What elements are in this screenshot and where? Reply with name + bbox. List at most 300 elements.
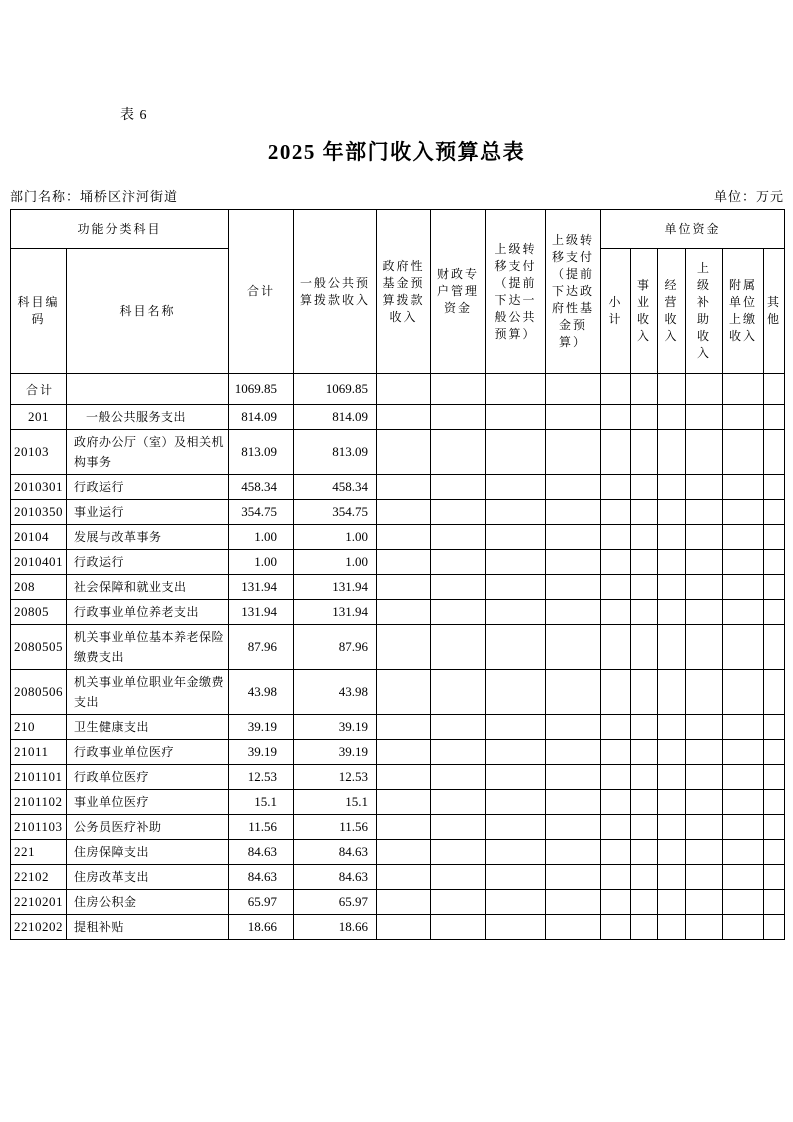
table-row	[11, 550, 785, 575]
transfer-general-value-cell	[486, 600, 546, 625]
subject-code-cell: 2210201	[11, 890, 67, 915]
gov-fund-value-cell	[377, 405, 431, 430]
affiliated-remit-value-cell	[723, 670, 764, 715]
affiliated-remit-value-cell	[723, 600, 764, 625]
table-body	[11, 374, 785, 940]
fiscal-account-value-cell	[431, 475, 486, 500]
superior-subsidy-value-cell	[686, 865, 723, 890]
total-value-cell: 84.63	[229, 865, 294, 890]
general-budget-value-cell: 1.00	[294, 550, 377, 575]
table-row	[11, 840, 785, 865]
other-value-cell	[764, 865, 785, 890]
transfer-fund-value-cell	[546, 374, 601, 405]
table-row	[11, 815, 785, 840]
transfer-general-value-cell	[486, 865, 546, 890]
gov-fund-value-cell	[377, 890, 431, 915]
fiscal-account-value-cell	[431, 430, 486, 475]
other-value-cell	[764, 670, 785, 715]
other-value-cell	[764, 840, 785, 865]
transfer-fund-value-cell	[546, 740, 601, 765]
subtotal-value-cell	[601, 405, 631, 430]
subject-code-cell: 208	[11, 575, 67, 600]
table-row	[11, 915, 785, 940]
general-budget-value-cell: 18.66	[294, 915, 377, 940]
table-header	[11, 210, 785, 374]
general-budget-value-cell: 131.94	[294, 600, 377, 625]
transfer-fund-value-cell	[546, 550, 601, 575]
transfer-general-value-cell	[486, 915, 546, 940]
transfer-fund-value-cell	[546, 475, 601, 500]
subtotal-value-cell	[601, 625, 631, 670]
header-transfer-general: 上级转移支付（提前下达一般公共预算）	[486, 210, 546, 374]
subject-name-cell: 一般公共服务支出	[67, 405, 229, 430]
gov-fund-value-cell	[377, 915, 431, 940]
superior-subsidy-value-cell	[686, 475, 723, 500]
operating-income-value-cell	[658, 430, 686, 475]
affiliated-remit-value-cell	[723, 430, 764, 475]
other-value-cell	[764, 765, 785, 790]
subject-name-cell: 政府办公厅（室）及相关机构事务	[67, 430, 229, 475]
gov-fund-value-cell	[377, 525, 431, 550]
business-income-value-cell	[631, 575, 658, 600]
business-income-value-cell	[631, 525, 658, 550]
other-value-cell	[764, 890, 785, 915]
table-row	[11, 500, 785, 525]
subject-name-cell: 机关事业单位职业年金缴费支出	[67, 670, 229, 715]
gov-fund-value-cell	[377, 715, 431, 740]
subtotal-value-cell	[601, 475, 631, 500]
header-subtotal: 小计	[601, 249, 631, 374]
table-row	[11, 765, 785, 790]
affiliated-remit-value-cell	[723, 475, 764, 500]
transfer-general-value-cell	[486, 840, 546, 865]
transfer-general-value-cell	[486, 715, 546, 740]
header-fiscal-account: 财政专户管理资金	[431, 210, 486, 374]
subject-name-cell	[67, 374, 229, 405]
subject-name-cell: 行政事业单位养老支出	[67, 600, 229, 625]
superior-subsidy-value-cell	[686, 575, 723, 600]
subtotal-value-cell	[601, 500, 631, 525]
subject-name-cell: 社会保障和就业支出	[67, 575, 229, 600]
operating-income-value-cell	[658, 374, 686, 405]
affiliated-remit-value-cell	[723, 890, 764, 915]
transfer-fund-value-cell	[546, 625, 601, 670]
operating-income-value-cell	[658, 625, 686, 670]
header-superior-subsidy: 上级补助收入	[686, 249, 723, 374]
total-value-cell: 39.19	[229, 740, 294, 765]
other-value-cell	[764, 575, 785, 600]
affiliated-remit-value-cell	[723, 740, 764, 765]
superior-subsidy-value-cell	[686, 740, 723, 765]
superior-subsidy-value-cell	[686, 840, 723, 865]
gov-fund-value-cell	[377, 815, 431, 840]
general-budget-value-cell: 354.75	[294, 500, 377, 525]
subject-name-cell: 行政运行	[67, 475, 229, 500]
subtotal-value-cell	[601, 865, 631, 890]
table-row	[11, 405, 785, 430]
fiscal-account-value-cell	[431, 915, 486, 940]
total-value-cell: 84.63	[229, 840, 294, 865]
gov-fund-value-cell	[377, 500, 431, 525]
department-name-label: 部门名称：埇桥区汴河街道	[10, 189, 179, 204]
general-budget-value-cell: 12.53	[294, 765, 377, 790]
general-budget-value-cell: 65.97	[294, 890, 377, 915]
transfer-general-value-cell	[486, 525, 546, 550]
fiscal-account-value-cell	[431, 405, 486, 430]
total-value-cell: 458.34	[229, 475, 294, 500]
grand-total-row	[11, 374, 785, 405]
business-income-value-cell	[631, 915, 658, 940]
general-budget-value-cell: 458.34	[294, 475, 377, 500]
general-budget-value-cell: 84.63	[294, 865, 377, 890]
fiscal-account-value-cell	[431, 815, 486, 840]
other-value-cell	[764, 430, 785, 475]
other-value-cell	[764, 600, 785, 625]
business-income-value-cell	[631, 670, 658, 715]
superior-subsidy-value-cell	[686, 600, 723, 625]
subtotal-value-cell	[601, 840, 631, 865]
transfer-general-value-cell	[486, 790, 546, 815]
other-value-cell	[764, 715, 785, 740]
subject-code-cell: 合计	[11, 374, 67, 405]
subject-name-cell: 住房改革支出	[67, 865, 229, 890]
other-value-cell	[764, 550, 785, 575]
meta-row	[10, 186, 784, 205]
total-value-cell: 15.1	[229, 790, 294, 815]
transfer-general-value-cell	[486, 670, 546, 715]
general-budget-value-cell: 39.19	[294, 740, 377, 765]
subject-name-cell: 机关事业单位基本养老保险缴费支出	[67, 625, 229, 670]
operating-income-value-cell	[658, 740, 686, 765]
general-budget-value-cell: 1069.85	[294, 374, 377, 405]
total-value-cell: 131.94	[229, 600, 294, 625]
transfer-general-value-cell	[486, 815, 546, 840]
fiscal-account-value-cell	[431, 715, 486, 740]
business-income-value-cell	[631, 865, 658, 890]
transfer-fund-value-cell	[546, 765, 601, 790]
gov-fund-value-cell	[377, 840, 431, 865]
total-value-cell: 18.66	[229, 915, 294, 940]
total-value-cell: 65.97	[229, 890, 294, 915]
superior-subsidy-value-cell	[686, 715, 723, 740]
other-value-cell	[764, 790, 785, 815]
transfer-general-value-cell	[486, 374, 546, 405]
gov-fund-value-cell	[377, 600, 431, 625]
operating-income-value-cell	[658, 525, 686, 550]
transfer-fund-value-cell	[546, 865, 601, 890]
general-budget-value-cell: 87.96	[294, 625, 377, 670]
superior-subsidy-value-cell	[686, 550, 723, 575]
affiliated-remit-value-cell	[723, 405, 764, 430]
superior-subsidy-value-cell	[686, 525, 723, 550]
superior-subsidy-value-cell	[686, 765, 723, 790]
transfer-general-value-cell	[486, 550, 546, 575]
transfer-fund-value-cell	[546, 915, 601, 940]
operating-income-value-cell	[658, 600, 686, 625]
subject-name-cell: 行政单位医疗	[67, 765, 229, 790]
affiliated-remit-value-cell	[723, 715, 764, 740]
header-subject-code: 科目编码	[11, 249, 67, 374]
business-income-value-cell	[631, 405, 658, 430]
operating-income-value-cell	[658, 915, 686, 940]
subject-code-cell: 221	[11, 840, 67, 865]
header-subject-name: 科目名称	[67, 249, 229, 374]
gov-fund-value-cell	[377, 765, 431, 790]
subject-code-cell: 22102	[11, 865, 67, 890]
superior-subsidy-value-cell	[686, 890, 723, 915]
operating-income-value-cell	[658, 865, 686, 890]
affiliated-remit-value-cell	[723, 500, 764, 525]
subtotal-value-cell	[601, 525, 631, 550]
transfer-general-value-cell	[486, 890, 546, 915]
subtotal-value-cell	[601, 575, 631, 600]
unit-label: 单位：万元	[713, 189, 784, 204]
business-income-value-cell	[631, 600, 658, 625]
total-value-cell: 354.75	[229, 500, 294, 525]
subtotal-value-cell	[601, 600, 631, 625]
fiscal-account-value-cell	[431, 550, 486, 575]
business-income-value-cell	[631, 374, 658, 405]
operating-income-value-cell	[658, 405, 686, 430]
subtotal-value-cell	[601, 740, 631, 765]
gov-fund-value-cell	[377, 550, 431, 575]
transfer-general-value-cell	[486, 765, 546, 790]
gov-fund-value-cell	[377, 374, 431, 405]
fiscal-account-value-cell	[431, 525, 486, 550]
transfer-general-value-cell	[486, 625, 546, 670]
transfer-fund-value-cell	[546, 525, 601, 550]
affiliated-remit-value-cell	[723, 865, 764, 890]
subject-code-cell: 2101103	[11, 815, 67, 840]
operating-income-value-cell	[658, 550, 686, 575]
table-row	[11, 625, 785, 670]
transfer-fund-value-cell	[546, 715, 601, 740]
affiliated-remit-value-cell	[723, 765, 764, 790]
subject-code-cell: 20104	[11, 525, 67, 550]
fiscal-account-value-cell	[431, 625, 486, 670]
gov-fund-value-cell	[377, 865, 431, 890]
fiscal-account-value-cell	[431, 765, 486, 790]
operating-income-value-cell	[658, 815, 686, 840]
total-value-cell: 11.56	[229, 815, 294, 840]
subtotal-value-cell	[601, 890, 631, 915]
general-budget-value-cell: 15.1	[294, 790, 377, 815]
table-row	[11, 575, 785, 600]
subject-code-cell: 21011	[11, 740, 67, 765]
superior-subsidy-value-cell	[686, 625, 723, 670]
header-unit-funds-group: 单位资金	[601, 210, 785, 249]
gov-fund-value-cell	[377, 575, 431, 600]
subject-name-cell: 发展与改革事务	[67, 525, 229, 550]
table-row	[11, 430, 785, 475]
subject-code-cell: 2101102	[11, 790, 67, 815]
operating-income-value-cell	[658, 715, 686, 740]
superior-subsidy-value-cell	[686, 430, 723, 475]
page-title: 2025 年部门收入预算总表	[267, 140, 526, 164]
subject-name-cell: 事业运行	[67, 500, 229, 525]
total-value-cell: 1069.85	[229, 374, 294, 405]
subject-code-cell: 2101101	[11, 765, 67, 790]
transfer-fund-value-cell	[546, 500, 601, 525]
superior-subsidy-value-cell	[686, 670, 723, 715]
business-income-value-cell	[631, 765, 658, 790]
business-income-value-cell	[631, 715, 658, 740]
budget-table	[10, 209, 785, 940]
total-value-cell: 1.00	[229, 550, 294, 575]
total-value-cell: 87.96	[229, 625, 294, 670]
general-budget-value-cell: 131.94	[294, 575, 377, 600]
affiliated-remit-value-cell	[723, 374, 764, 405]
general-budget-value-cell: 39.19	[294, 715, 377, 740]
superior-subsidy-value-cell	[686, 500, 723, 525]
fiscal-account-value-cell	[431, 600, 486, 625]
transfer-fund-value-cell	[546, 670, 601, 715]
business-income-value-cell	[631, 625, 658, 670]
other-value-cell	[764, 475, 785, 500]
fiscal-account-value-cell	[431, 840, 486, 865]
affiliated-remit-value-cell	[723, 575, 764, 600]
business-income-value-cell	[631, 430, 658, 475]
business-income-value-cell	[631, 840, 658, 865]
header-transfer-fund: 上级转移支付（提前下达政府性基金预算）	[546, 210, 601, 374]
subject-code-cell: 2010301	[11, 475, 67, 500]
subtotal-value-cell	[601, 670, 631, 715]
business-income-value-cell	[631, 550, 658, 575]
affiliated-remit-value-cell	[723, 625, 764, 670]
header-function-group: 功能分类科目	[11, 210, 229, 249]
table-row	[11, 740, 785, 765]
transfer-fund-value-cell	[546, 575, 601, 600]
total-value-cell: 131.94	[229, 575, 294, 600]
transfer-fund-value-cell	[546, 600, 601, 625]
transfer-general-value-cell	[486, 475, 546, 500]
business-income-value-cell	[631, 815, 658, 840]
other-value-cell	[764, 815, 785, 840]
table-row	[11, 670, 785, 715]
superior-subsidy-value-cell	[686, 405, 723, 430]
operating-income-value-cell	[658, 765, 686, 790]
superior-subsidy-value-cell	[686, 915, 723, 940]
header-total: 合计	[229, 210, 294, 374]
gov-fund-value-cell	[377, 670, 431, 715]
table-row	[11, 890, 785, 915]
affiliated-remit-value-cell	[723, 915, 764, 940]
subject-code-cell: 20805	[11, 600, 67, 625]
subject-code-cell: 2210202	[11, 915, 67, 940]
subject-code-cell: 2080506	[11, 670, 67, 715]
fiscal-account-value-cell	[431, 790, 486, 815]
subject-name-cell: 行政运行	[67, 550, 229, 575]
subtotal-value-cell	[601, 765, 631, 790]
transfer-general-value-cell	[486, 405, 546, 430]
operating-income-value-cell	[658, 475, 686, 500]
subject-name-cell: 提租补贴	[67, 915, 229, 940]
operating-income-value-cell	[658, 840, 686, 865]
transfer-fund-value-cell	[546, 790, 601, 815]
subject-code-cell: 201	[11, 405, 67, 430]
subject-code-cell: 2010350	[11, 500, 67, 525]
superior-subsidy-value-cell	[686, 790, 723, 815]
general-budget-value-cell: 43.98	[294, 670, 377, 715]
subtotal-value-cell	[601, 815, 631, 840]
table-row	[11, 715, 785, 740]
superior-subsidy-value-cell	[686, 815, 723, 840]
total-value-cell: 39.19	[229, 715, 294, 740]
fiscal-account-value-cell	[431, 890, 486, 915]
transfer-fund-value-cell	[546, 815, 601, 840]
subtotal-value-cell	[601, 550, 631, 575]
gov-fund-value-cell	[377, 430, 431, 475]
gov-fund-value-cell	[377, 740, 431, 765]
other-value-cell	[764, 374, 785, 405]
header-operating-income: 经营收入	[658, 249, 686, 374]
other-value-cell	[764, 500, 785, 525]
affiliated-remit-value-cell	[723, 840, 764, 865]
affiliated-remit-value-cell	[723, 815, 764, 840]
subtotal-value-cell	[601, 374, 631, 405]
subject-name-cell: 公务员医疗补助	[67, 815, 229, 840]
business-income-value-cell	[631, 500, 658, 525]
operating-income-value-cell	[658, 575, 686, 600]
header-other: 其他	[764, 249, 785, 374]
other-value-cell	[764, 915, 785, 940]
total-value-cell: 12.53	[229, 765, 294, 790]
other-value-cell	[764, 525, 785, 550]
subject-name-cell: 事业单位医疗	[67, 790, 229, 815]
total-value-cell: 43.98	[229, 670, 294, 715]
business-income-value-cell	[631, 790, 658, 815]
affiliated-remit-value-cell	[723, 550, 764, 575]
business-income-value-cell	[631, 890, 658, 915]
table-row	[11, 600, 785, 625]
fiscal-account-value-cell	[431, 740, 486, 765]
operating-income-value-cell	[658, 670, 686, 715]
subject-name-cell: 卫生健康支出	[67, 715, 229, 740]
operating-income-value-cell	[658, 500, 686, 525]
fiscal-account-value-cell	[431, 575, 486, 600]
transfer-fund-value-cell	[546, 890, 601, 915]
fiscal-account-value-cell	[431, 374, 486, 405]
subject-name-cell: 住房保障支出	[67, 840, 229, 865]
header-affiliated-remit: 附属单位上缴收入	[723, 249, 764, 374]
fiscal-account-value-cell	[431, 670, 486, 715]
general-budget-value-cell: 813.09	[294, 430, 377, 475]
header-general-budget: 一般公共预算拨款收入	[294, 210, 377, 374]
operating-income-value-cell	[658, 790, 686, 815]
other-value-cell	[764, 405, 785, 430]
subject-code-cell: 210	[11, 715, 67, 740]
general-budget-value-cell: 1.00	[294, 525, 377, 550]
other-value-cell	[764, 740, 785, 765]
fiscal-account-value-cell	[431, 500, 486, 525]
subject-code-cell: 2080505	[11, 625, 67, 670]
transfer-general-value-cell	[486, 575, 546, 600]
general-budget-value-cell: 11.56	[294, 815, 377, 840]
total-value-cell: 813.09	[229, 430, 294, 475]
subtotal-value-cell	[601, 790, 631, 815]
fiscal-account-value-cell	[431, 865, 486, 890]
table-row	[11, 475, 785, 500]
superior-subsidy-value-cell	[686, 374, 723, 405]
general-budget-value-cell: 814.09	[294, 405, 377, 430]
gov-fund-value-cell	[377, 475, 431, 500]
subject-name-cell: 住房公积金	[67, 890, 229, 915]
total-value-cell: 1.00	[229, 525, 294, 550]
subject-code-cell: 20103	[11, 430, 67, 475]
header-gov-fund: 政府性基金预算拨款收入	[377, 210, 431, 374]
general-budget-value-cell: 84.63	[294, 840, 377, 865]
transfer-general-value-cell	[486, 740, 546, 765]
